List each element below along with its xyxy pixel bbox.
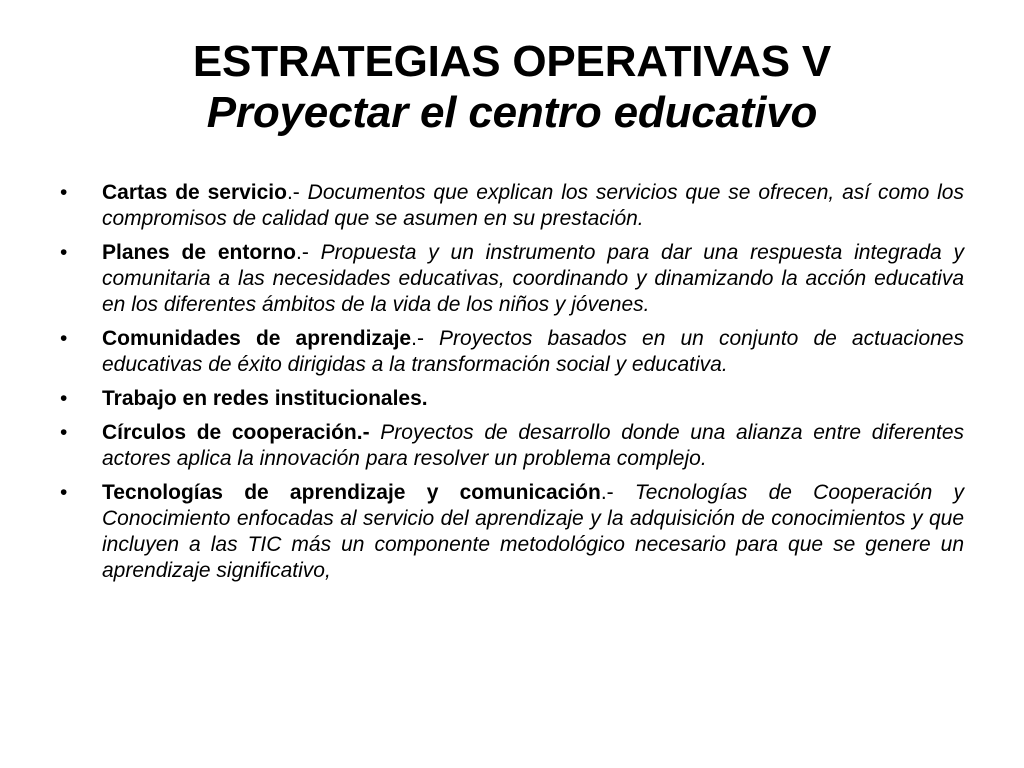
list-item bbox=[60, 240, 964, 318]
list-item bbox=[60, 326, 964, 378]
bullet-icon: • bbox=[60, 421, 68, 444]
bullet-icon: • bbox=[60, 327, 68, 350]
bullet-icon: • bbox=[60, 481, 68, 504]
item-separator: .- bbox=[411, 327, 440, 350]
item-separator: .- bbox=[600, 481, 635, 504]
slide-title bbox=[60, 36, 964, 138]
bullet-icon: • bbox=[60, 181, 68, 204]
list-item bbox=[60, 420, 964, 472]
item-description: Proyectos de desarrollo donde una alianza entre diferentes actores aplica la innovación para resolver un problema complejo. bbox=[102, 421, 965, 470]
title-subtitle: Proyectar el centro educativo bbox=[206, 88, 818, 138]
item-description: Tecnologías de Cooperación y Conocimiento enfocadas al servicio del aprendizaje y la adquisición de conocimientos y que incluyen a las TIC más un componente metodológico necesario para que se genere un aprendizaje significativo, bbox=[102, 481, 964, 582]
bullet-icon: • bbox=[60, 387, 68, 410]
title-main: ESTRATEGIAS OPERATIVAS V bbox=[192, 37, 832, 86]
list-item bbox=[60, 480, 964, 584]
item-description: Documentos que explican los servicios que se ofrecen, así como los compromisos de calidad que se asumen en su prestación. bbox=[102, 181, 964, 230]
list-item bbox=[60, 386, 964, 412]
item-term: Cartas de servicio bbox=[102, 181, 287, 204]
item-description: Propuesta y un instrumento para dar una respuesta integrada y comunitaria a las necesidades educativas, coordinando y dinamizando la acción educativa en los diferentes ámbitos de la vida de los niños y jóvenes. bbox=[102, 241, 964, 316]
item-term: Planes de entorno bbox=[102, 241, 296, 264]
item-separator: .- bbox=[286, 181, 308, 204]
bullet-icon: • bbox=[60, 241, 68, 264]
bullet-list bbox=[60, 180, 964, 592]
item-separator: .- bbox=[356, 421, 381, 444]
item-term: Comunidades de aprendizaje bbox=[102, 327, 412, 350]
item-term: Tecnologías de aprendizaje y comunicación bbox=[102, 481, 601, 504]
item-term: Círculos de cooperación bbox=[102, 421, 357, 444]
list-item bbox=[60, 180, 964, 232]
item-term: Trabajo en redes institucionales. bbox=[102, 387, 428, 410]
item-separator: .- bbox=[296, 241, 321, 264]
item-description: Proyectos basados en un conjunto de actuaciones educativas de éxito dirigidas a la transformación social y educativa. bbox=[102, 327, 964, 376]
